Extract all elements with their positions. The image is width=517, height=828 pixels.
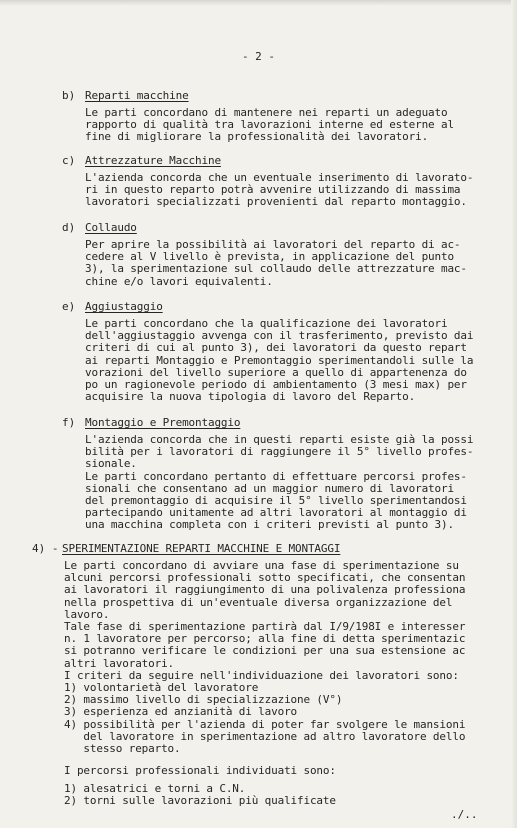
section-line: 3), la sperimentazione sul collaudo delle attrezzature mac-: [85, 262, 467, 276]
section-line: I criteri da seguire nell'individuazione dei lavoratori sono:: [64, 668, 459, 682]
section-line: chine e/o lavori equivalenti.: [85, 274, 273, 288]
section-line: si potranno verificare le condizioni per una sua estensione ac: [64, 644, 466, 658]
list-item: 1) alesatrici e torni a C.N.: [64, 782, 246, 795]
section-line: Tale fase di sperimentazione partirà dal I/9/198I e interesser: [64, 620, 466, 633]
section-line: stesso reparto.: [64, 742, 181, 755]
section-label: b): [62, 89, 76, 102]
section-line: lavoratori specializzati provenienti dal reparto montaggio.: [85, 195, 467, 209]
section-label: c): [62, 154, 76, 167]
section-line: n. 1 lavoratore per percorso; alla fine di detta sperimentazic: [64, 632, 466, 646]
section-line: cedere al V livello è prevista, in applicazione del punto: [85, 250, 454, 264]
section-line: altri lavoratori.: [64, 656, 175, 670]
scan-edge-right: [511, 0, 517, 828]
section-line: sionale.: [85, 457, 137, 471]
page-number: - 2 -: [241, 50, 276, 63]
section-line: 1) volontarietà del lavoratore: [64, 681, 259, 694]
section-line: ri in questo reparto potrà avvenire utilizzando di massima: [85, 183, 461, 197]
section-line: bilità per i lavoratori di raggiungere il 5° livello profes-: [85, 445, 474, 459]
section-line: sionali che consentano ad un maggior numero di lavoratori: [85, 481, 454, 495]
section-line: ai lavoratori il raggiungimento di una polivalenza professiona: [64, 583, 466, 597]
section-label: d): [62, 221, 76, 234]
list-item: 2) torni sulle lavorazioni più qualificate: [64, 794, 336, 808]
section-line: I percorsi professionali individuati sono:: [64, 764, 336, 777]
section-line: Le parti concordano pertanto di effettuare percorsi profes-: [85, 469, 467, 483]
section-line: Le parti concordano di mantenere nei reparti un adeguato: [85, 106, 448, 119]
section-line: ai reparti Montaggio e Premontaggio sperimentandoli sulle la: [85, 353, 474, 367]
section-line: Le parti concordano di avviare una fase di sperimentazione su: [64, 559, 459, 572]
section-line: 3) esperienza ed anzianità di lavoro: [64, 705, 298, 719]
section-line: dell'aggiustaggio avvenga con il trasferimento, previsto dai: [85, 329, 474, 343]
section-heading: SPERIMENTAZIONE REPARTI MACCHINE E MONTAGGI: [62, 542, 341, 555]
section-line: po un ragionevole periodo di ambientamento (3 mesi max) per: [85, 378, 467, 391]
section-line: L'azienda concorda che un eventuale inserimento di lavorato-: [85, 171, 474, 184]
section-line: acquisire la nuova tipologia di lavoro del Reparto.: [85, 390, 416, 404]
section-heading: Collaudo: [85, 221, 137, 234]
section-line: 4) possibilità per l'azienda di poter far svolgere le mansioni: [64, 717, 466, 731]
section-line: Per aprire la possibilità ai lavoratori del reparto di ac-: [85, 238, 461, 251]
section-line: nella prospettiva di un'eventuale diversa organizzazione del: [64, 595, 453, 609]
section-line: criteri di cui al punto 3), dei lavoratori da questo repart: [85, 341, 467, 355]
section-label: 4) -: [32, 542, 59, 555]
section-line: alcuni percorsi professionali sotto specificati, che consentan: [64, 571, 466, 585]
section-line: una macchina completa con i criteri previsti al punto 3).: [85, 518, 454, 532]
section-line: del lavoratore in sperimentazione ad altro lavoratore dello: [64, 729, 466, 743]
section-heading: Aggiustaggio: [85, 300, 163, 313]
section-heading: Reparti macchine: [85, 89, 189, 102]
section-heading: Montaggio e Premontaggio: [85, 416, 241, 429]
section-line: del premontaggio di acquisire il 5° livello sperimentandosi: [85, 494, 467, 507]
section-line: lavoro.: [64, 607, 110, 621]
section-label: e): [62, 300, 76, 313]
section-line: Le parti concordano che la qualificazione dei lavoratori: [85, 317, 448, 330]
section-heading: Attrezzature Macchine: [85, 154, 221, 167]
scan-edge-top: [0, 0, 517, 6]
section-line: 2) massimo livello di specializzazione (V°): [64, 693, 343, 707]
section-line: L'azienda concorda che in questi reparti esiste già la possi: [85, 433, 474, 446]
section-label: f): [62, 416, 76, 429]
section-line: partecipando unitamente ad altri lavoratori al montaggio di: [85, 506, 467, 520]
section-line: rapporto di qualità tra lavorazioni interne ed esterne al: [85, 118, 454, 132]
section-line: vorazioni del livello superiore a quello di appartenenza do: [85, 365, 467, 379]
continuation-mark: ./..: [451, 808, 478, 821]
section-line: fine di migliorare la professionalità dei lavoratori.: [85, 130, 429, 144]
